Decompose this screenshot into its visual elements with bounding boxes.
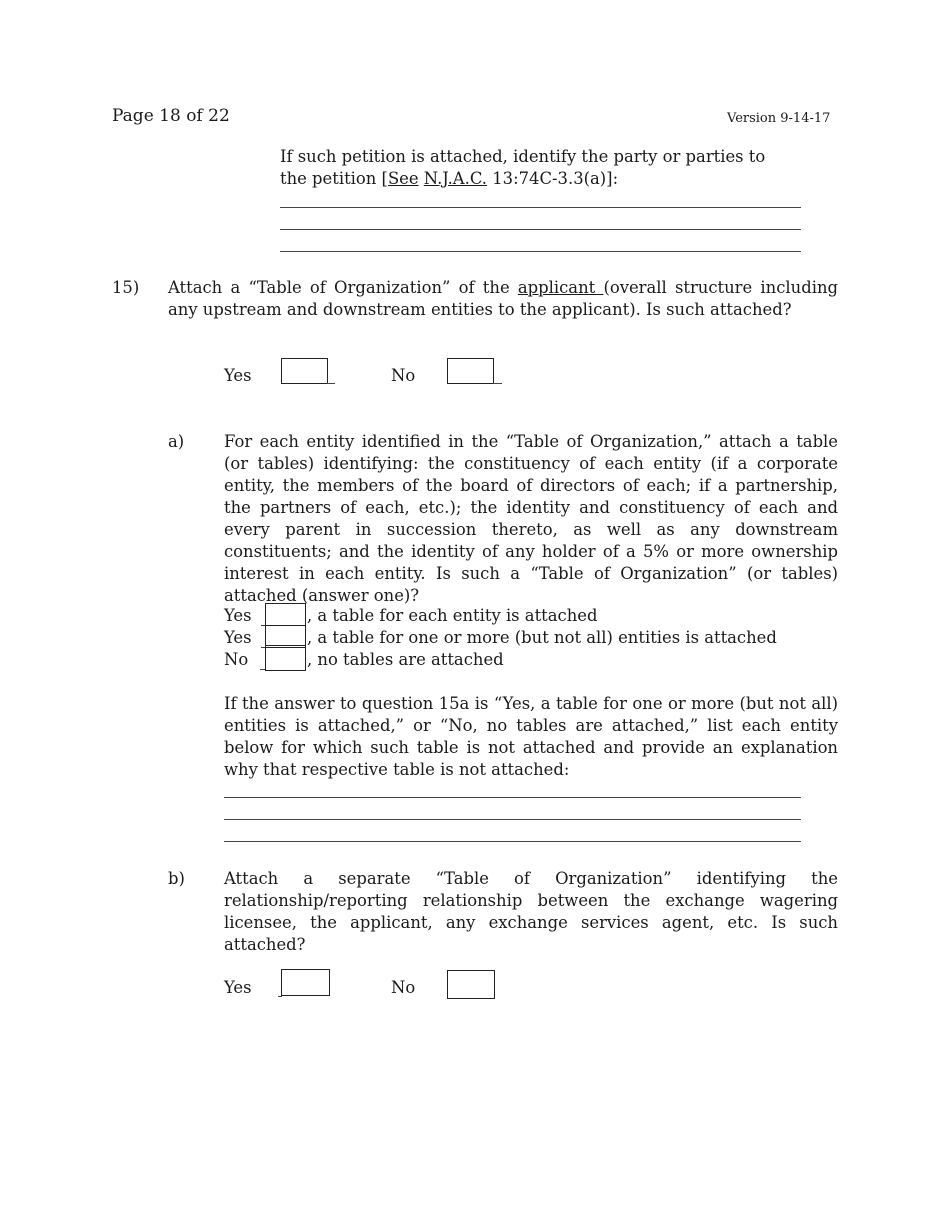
question-15-number: 15) bbox=[112, 278, 140, 297]
question-15b-letter: b) bbox=[168, 869, 185, 888]
q15-yes-checkbox[interactable] bbox=[281, 358, 328, 384]
q15a-option-3-label: No bbox=[224, 650, 249, 669]
petition-text bbox=[280, 146, 840, 190]
q15a-option-2-label: Yes bbox=[224, 628, 252, 647]
q15b-no-checkbox[interactable] bbox=[447, 970, 495, 999]
question-15-text bbox=[168, 277, 838, 321]
q15-no-checkbox[interactable] bbox=[447, 358, 494, 384]
question-15a-letter: a) bbox=[168, 432, 185, 451]
njac-citation: N.J.A.C. bbox=[423, 169, 488, 188]
petition-answer-line-2[interactable] bbox=[280, 229, 801, 230]
see-citation: See bbox=[387, 169, 419, 188]
q15b-yes-label: Yes bbox=[224, 978, 252, 997]
applicant-term: applicant bbox=[517, 278, 604, 297]
petition-line-2 bbox=[280, 168, 840, 190]
q15a-answer-line-2[interactable] bbox=[224, 819, 801, 820]
q15a-answer-line-1[interactable] bbox=[224, 797, 801, 798]
q15a-option-2-text: , a table for one or more (but not all) entities is attached bbox=[307, 628, 777, 647]
q15a-option-1-checkbox[interactable] bbox=[265, 603, 306, 626]
q15-yes-label: Yes bbox=[224, 366, 252, 385]
q15a-answer-line-3[interactable] bbox=[224, 841, 801, 842]
version-label: Version 9-14-17 bbox=[727, 111, 831, 126]
q15-text-pre: Attach a “Table of Organization” of the bbox=[168, 278, 518, 297]
question-15b-text: Attach a separate “Table of Organization” identifying the relationship/reporting relationship between the exchange wagering licensee, the applicant, any exchange services agent, etc. Is such attached? bbox=[224, 869, 838, 954]
q15-no-label: No bbox=[391, 366, 416, 385]
q15b-yes-underline bbox=[278, 996, 282, 997]
q15a-option-3-checkbox[interactable] bbox=[265, 645, 306, 671]
q15a-option-1-label: Yes bbox=[224, 606, 252, 625]
q15a-option-3 bbox=[224, 649, 248, 671]
q15-text-post: (overall structure including any upstream and downstream entities to the applicant). Is such attached? bbox=[168, 278, 838, 319]
petition-answer-line-3[interactable] bbox=[280, 251, 801, 252]
q15-yes-underline bbox=[327, 383, 335, 384]
petition-answer-line-1[interactable] bbox=[280, 207, 801, 208]
page-number: Page 18 of 22 bbox=[112, 106, 230, 126]
q15a-option-2 bbox=[224, 627, 252, 649]
question-15a-text: For each entity identified in the “Table of Organization,” attach a table (or tables) identifying: the constituency of each entity (if a corporate entity, the members of the board of directors of each; if a partnership, the partners of each, etc.); the identity and constituency of each and every parent in succession thereto, as well as any downstream constituents; and the identity of any holder of a 5% or more ownership interest in each entity. Is such a “Table of Organization” (or tables) attached (answer one)? bbox=[224, 432, 838, 605]
q15b-no-label: No bbox=[391, 978, 416, 997]
question-15a-followup: If the answer to question 15a is “Yes, a table for one or more (but not all) entities is attached,” or “No, no tables are attached,” list each entity below for which such table is not attached and provide an explanation why that respective table is not attached: bbox=[224, 694, 838, 779]
q15a-option-3-text: , no tables are attached bbox=[307, 650, 504, 669]
q15-no-underline bbox=[493, 383, 502, 384]
q15b-yes-checkbox[interactable] bbox=[281, 969, 330, 996]
petition-suffix: 13:74C-3.3(a)]: bbox=[487, 169, 619, 188]
petition-line-1: If such petition is attached, identify the party or parties to bbox=[280, 147, 766, 166]
petition-prefix: the petition [ bbox=[280, 169, 388, 188]
q15a-option-1 bbox=[224, 605, 252, 627]
q15a-option-1-text: , a table for each entity is attached bbox=[307, 606, 598, 625]
